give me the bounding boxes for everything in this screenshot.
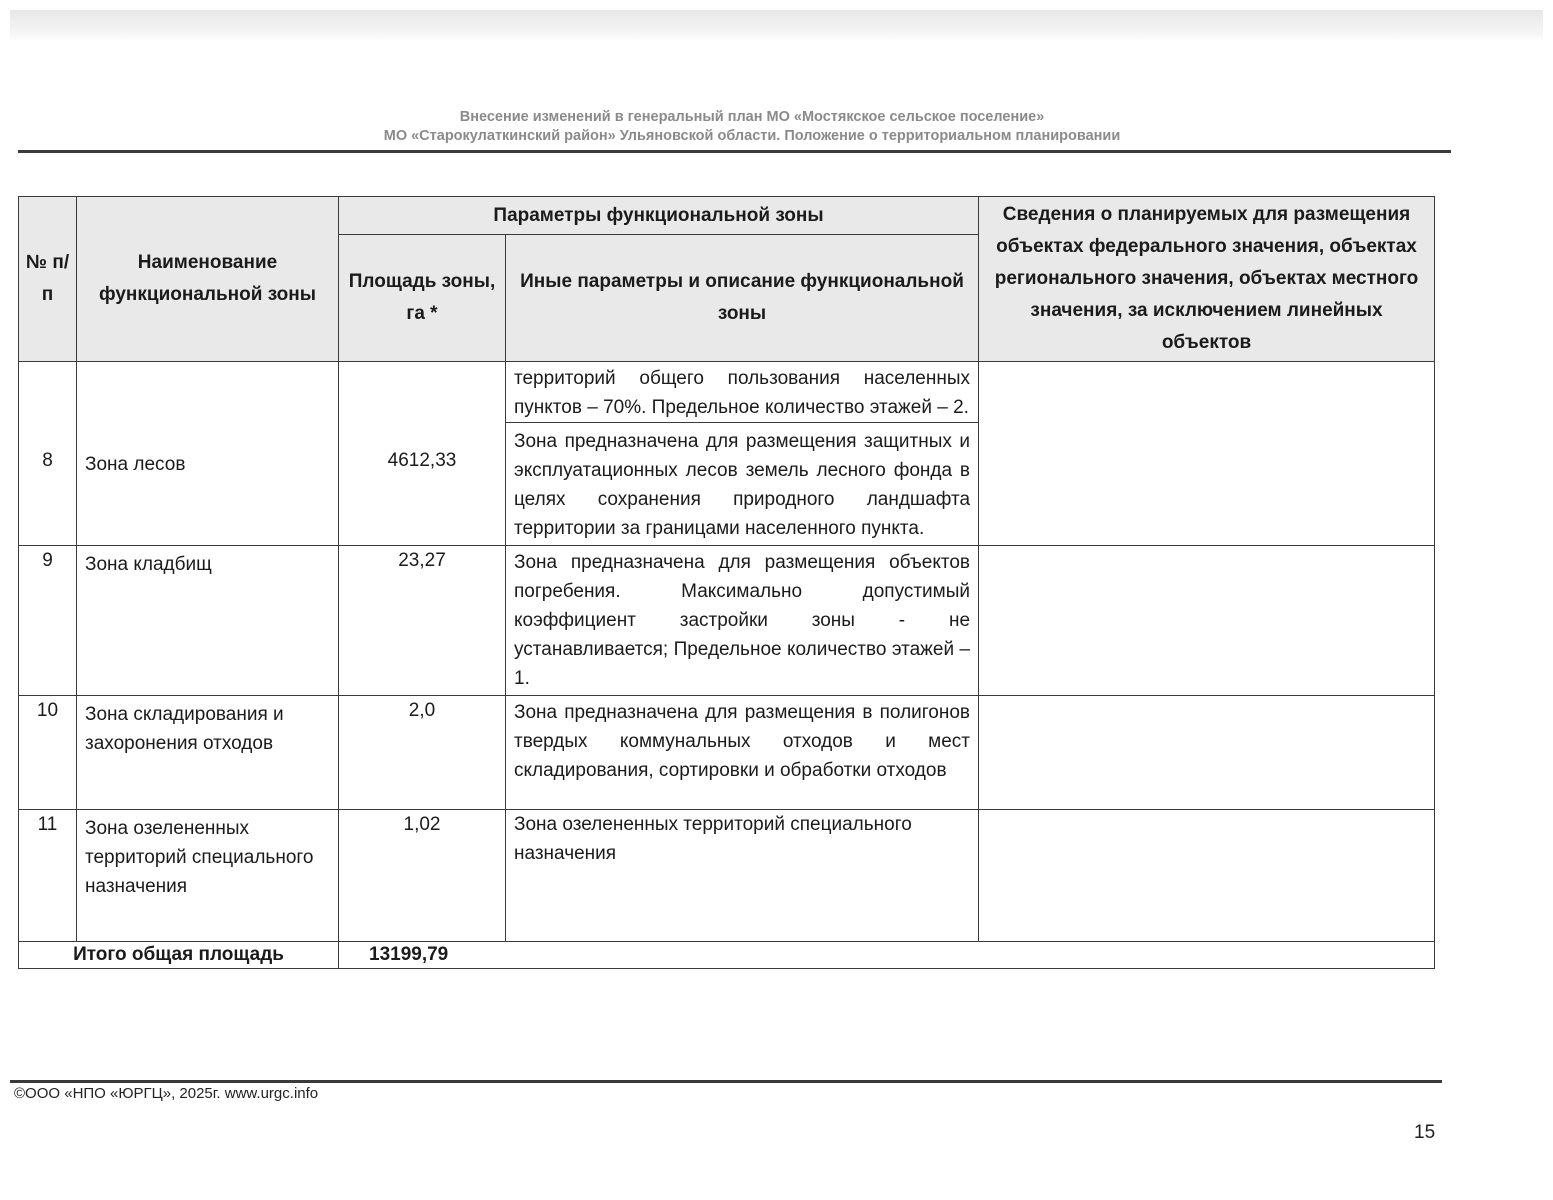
page-header [18, 108, 1450, 146]
zone-description: Зона озелененных территорий специального назначения [506, 810, 979, 942]
total-value: 13199,79 [339, 942, 1435, 969]
table-row [19, 696, 1435, 810]
table-row [19, 546, 1435, 696]
row-num: 9 [19, 546, 77, 696]
row-num: 11 [19, 810, 77, 942]
header-zone-name: Наименование функциональной зоны [77, 197, 339, 362]
row-num: 10 [19, 696, 77, 810]
zone-description-main: Зона предназначена для размещения защитных и эксплуатационных лесов земель лесного фонда в целях сохранения природного ландшафта территории за границами населенного пункта. [506, 422, 978, 543]
header-line-2: МО «Старокулаткинский район» Ульяновской области. Положение о территориальном планировании [383, 128, 1121, 144]
zone-description: Зона предназначена для размещения в полигонов твердых коммунальных отходов и мест складирования, сортировки и обработки отходов [506, 696, 979, 810]
zone-objects-info [979, 546, 1435, 696]
zone-area: 4612,33 [339, 362, 506, 546]
table-row [19, 362, 1435, 546]
header-num: № п/п [19, 197, 77, 362]
table-header-row [19, 197, 1435, 235]
zone-name: Зона кладбищ [77, 546, 339, 696]
footer-rule [10, 1080, 1442, 1083]
header-line-1: Внесение изменений в генеральный план МО «Мостякское сельское поселение» [459, 109, 1045, 125]
row-num: 8 [19, 362, 77, 546]
header-objects-info: Сведения о планируемых для размещения объектах федерального значения, объектах регионального значения, объектах местного значения, за исключением линейных объектов [979, 197, 1435, 362]
zone-name: Зона лесов [77, 362, 339, 546]
page-number: 15 [1414, 1122, 1436, 1143]
zone-objects-info [979, 362, 1435, 546]
table-total-row [19, 942, 1435, 969]
zone-description-continued: территорий общего пользования населенных пунктов – 70%. Предельное количество этажей – 2. [514, 368, 971, 418]
table-row [19, 810, 1435, 942]
zone-objects-info [979, 810, 1435, 942]
header-params-group: Параметры функциональной зоны [339, 197, 979, 235]
zone-objects-info [979, 696, 1435, 810]
zone-area: 23,27 [339, 546, 506, 696]
functional-zones-table [18, 196, 1435, 969]
zone-name: Зона озелененных территорий специального назначения [77, 810, 339, 942]
total-label: Итого общая площадь [19, 942, 339, 969]
header-area: Площадь зоны, га * [339, 235, 506, 362]
zone-area: 2,0 [339, 696, 506, 810]
header-other-params: Иные параметры и описание функциональной зоны [506, 235, 979, 362]
header-rule [18, 150, 1451, 153]
zone-area: 1,02 [339, 810, 506, 942]
zone-description [506, 362, 979, 546]
zone-description: Зона предназначена для размещения объектов погребения. Максимально допустимый коэффициент застройки зоны - не устанавливается; Предельное количество этажей – 1. [506, 546, 979, 696]
zone-name: Зона складирования и захоронения отходов [77, 696, 339, 810]
scan-shadow [10, 10, 1543, 42]
footer-copyright: ©ООО «НПО «ЮРГЦ», 2025г. www.urgc.info [14, 1085, 319, 1102]
